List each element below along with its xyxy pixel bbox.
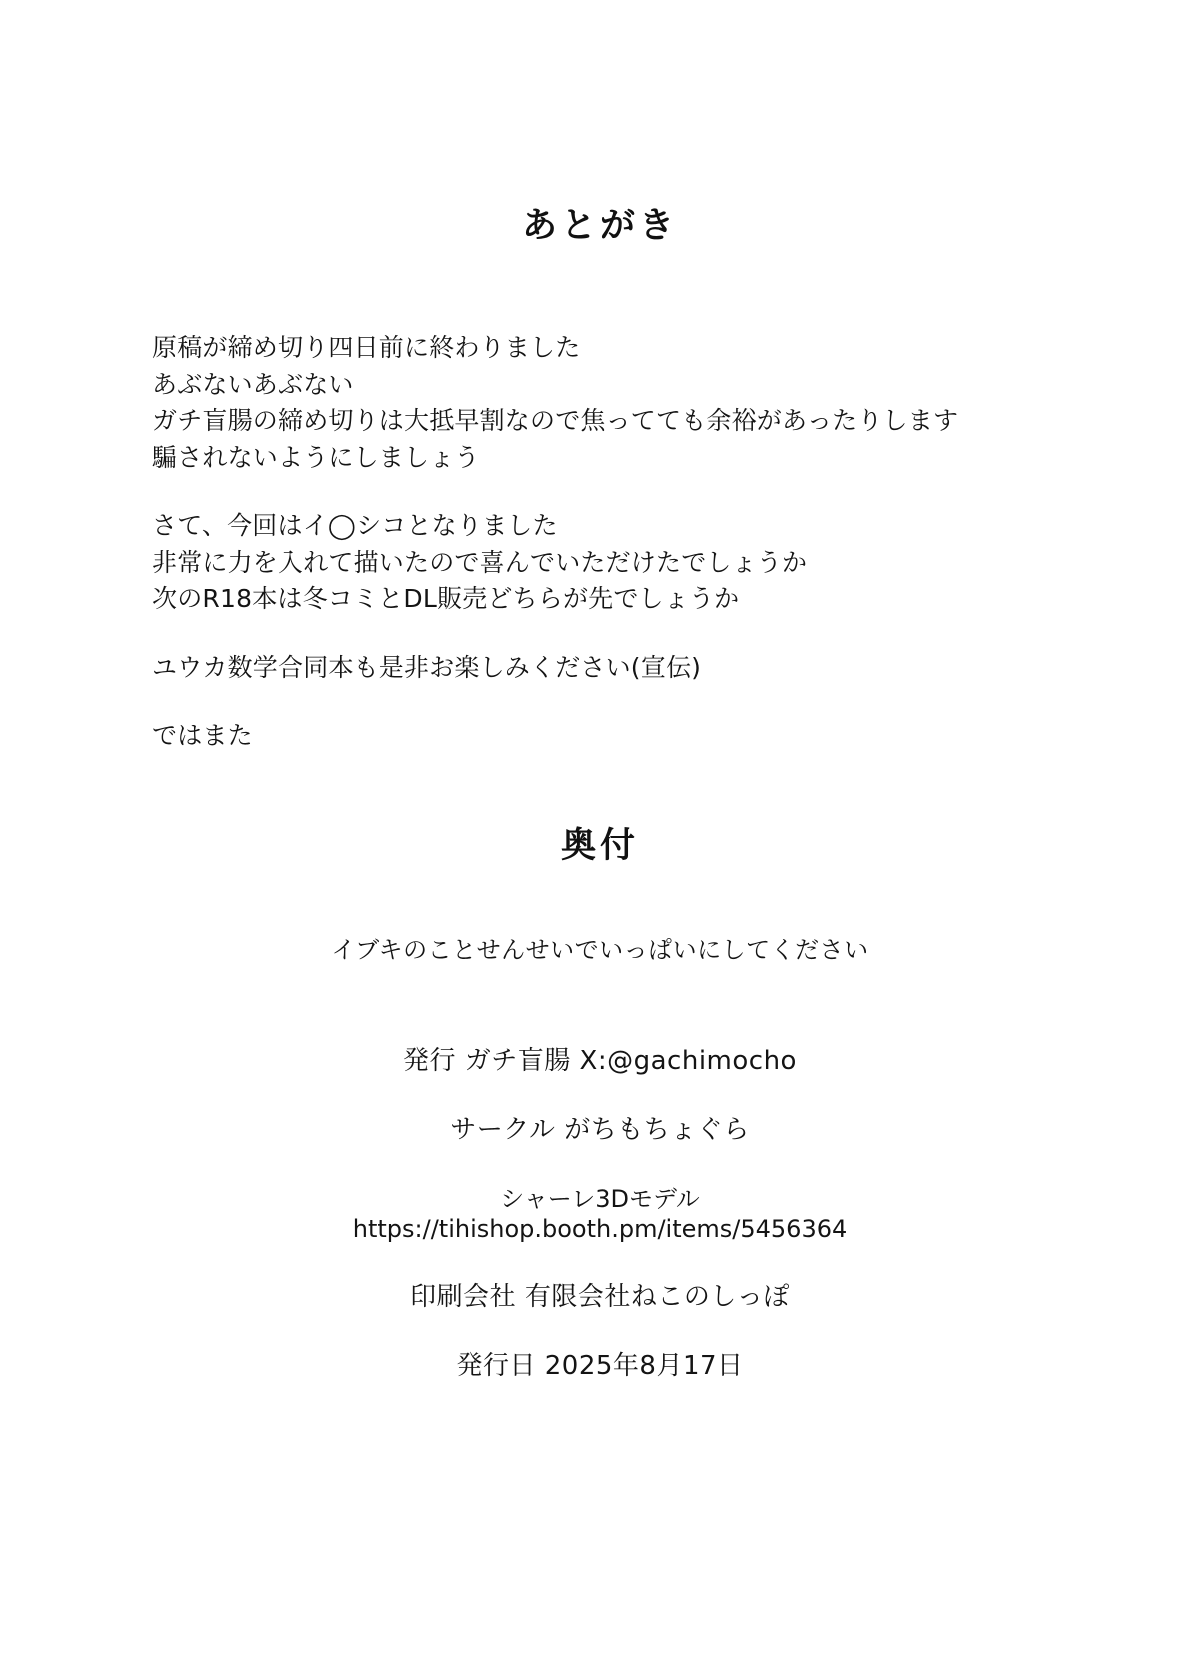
- colophon-circle: サークル がちもちょぐら: [450, 1115, 750, 1146]
- afterword-line: 騙されないようにしましょう: [152, 442, 480, 472]
- colophon-model: [0, 1184, 1200, 1245]
- colophon-heading: 奥付: [560, 826, 639, 866]
- afterword-line: ユウカ数学合同本も是非お楽しみください(宣伝): [152, 652, 702, 682]
- colophon-publisher: 発行 ガチ盲腸 X:@gachimocho: [403, 1046, 797, 1076]
- afterword-line: 次のR18本は冬コミとDL販売どちらが先でしょうか: [152, 584, 740, 613]
- colophon-model-label: シャーレ3Dモデル: [500, 1184, 700, 1213]
- afterword-body: [152, 330, 1052, 755]
- colophon-subtitle: イブキのことせんせいでいっぱいにしてください: [331, 936, 869, 964]
- afterword-heading: あとがき: [521, 206, 678, 246]
- afterword-paragraph: [152, 718, 1052, 755]
- afterword-line: ガチ盲腸の締め切りは大抵早割なので焦ってても余裕があったりします: [152, 406, 959, 435]
- colophon-date: 発行日 2025年8月17日: [456, 1351, 744, 1382]
- afterword-paragraph: [152, 650, 1052, 687]
- afterword-paragraph: [152, 330, 1052, 476]
- afterword-line: あぶないあぶない: [152, 369, 354, 399]
- afterword-paragraph: [152, 508, 1052, 618]
- afterword-line: 原稿が締め切り四日前に終わりました: [152, 333, 581, 362]
- afterword-line: さて、今回はイ◯シコとなりました: [152, 511, 558, 540]
- afterword-line: ではまた: [152, 721, 253, 750]
- afterword-line: 非常に力を入れて描いたので喜んでいただけたでしょうか: [152, 547, 808, 577]
- colophon-list: [0, 1045, 1200, 1384]
- colophon-model-url[interactable]: https://tihishop.booth.pm/items/5456364: [352, 1215, 848, 1244]
- colophon-printer: 印刷会社 有限会社ねこのしっぽ: [410, 1281, 790, 1312]
